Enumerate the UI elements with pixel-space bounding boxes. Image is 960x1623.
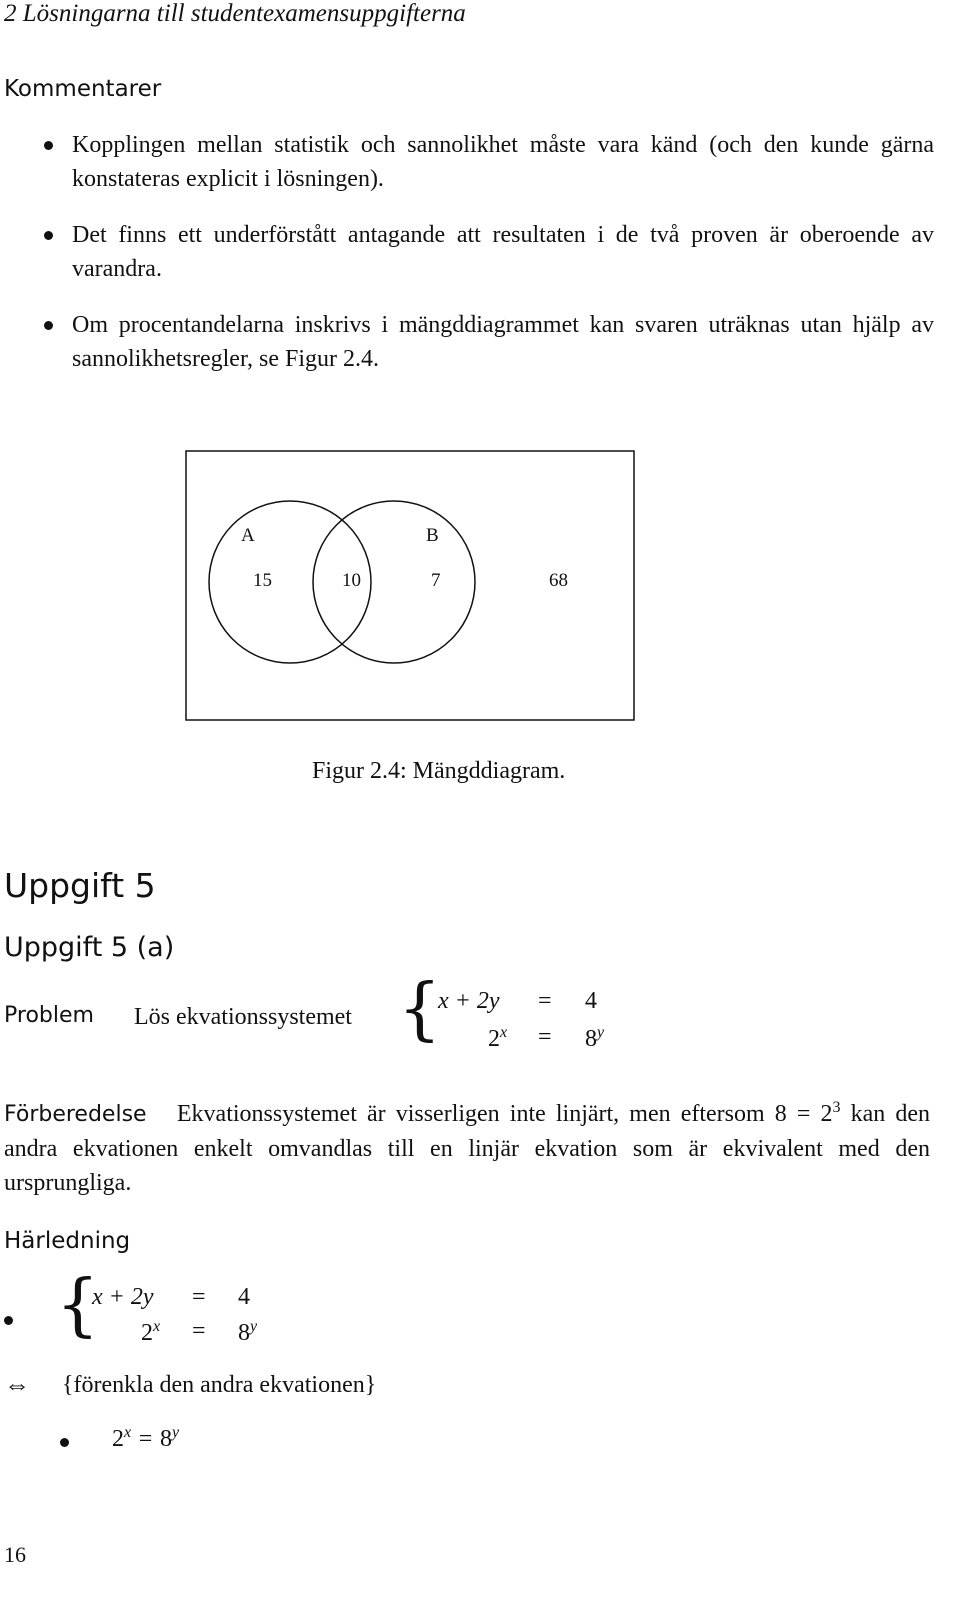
derivation-eq2-base: 2 [141, 1320, 153, 1346]
result-base: 2 [112, 1426, 124, 1452]
comment-text-3: Om procentandelarna inskrivs i mängddiagrammet kan svaren uträknas utan hjälp av sannolikhetsregler, se Figur 2.4. [72, 312, 934, 372]
eq1-equals: = [538, 988, 552, 1014]
eq2-exp: x [500, 1024, 508, 1041]
eq1-lhs: x + 2y [438, 988, 500, 1014]
derivation-eq2-rhs-exp: y [250, 1318, 258, 1335]
comment-text-1: Kopplingen mellan statistik och sannolikhet måste vara känd (och den kunde gärna konstateras explicit i lösningen). [72, 132, 934, 192]
power-base: 2 [820, 1101, 833, 1127]
region-intersection-value: 10 [342, 570, 361, 591]
bullet-icon [4, 1316, 13, 1325]
set-a-label: A [241, 525, 255, 546]
comments-heading: Kommentarer [4, 76, 162, 102]
eq2-rhs [585, 1024, 604, 1053]
derivation-eq1-lhs: x + 2y [92, 1284, 154, 1310]
problem-label: Problem [4, 1003, 94, 1028]
subsection-title: Uppgift 5 (a) [4, 932, 175, 963]
result-equals: = [138, 1426, 153, 1452]
power-exponent: 3 [832, 1099, 841, 1116]
eq1-rhs: 4 [585, 988, 597, 1014]
derivation-result-equation [112, 1424, 179, 1453]
derivation-eq1-rhs: 4 [238, 1284, 250, 1310]
derivation-eq2-lhs [141, 1318, 160, 1347]
derivation-eq2-rhs-base: 8 [238, 1320, 250, 1346]
result-rhs-base: 8 [159, 1426, 172, 1452]
preparation-text-after: kan den andra ekvationen enkelt omvandlas till en linjär ekvation som är ekvivalent med den ursprungliga. [4, 1101, 931, 1196]
preparation-label: Förberedelse [4, 1102, 147, 1127]
preparation-power [821, 1101, 841, 1127]
set-b-circle [313, 501, 475, 663]
running-head: 2 Lösningarna till studentexamensuppgifterna [4, 0, 466, 27]
section-title: Uppgift 5 [4, 866, 156, 905]
derivation-step-note: {förenkla den andra ekvationen} [62, 1372, 377, 1398]
problem-text: Lös ekvationssystemet [134, 1004, 352, 1030]
result-rhs-exp: y [171, 1424, 180, 1441]
bullet-icon [44, 231, 53, 240]
equivalence-icon: ⇔ [4, 1370, 30, 1399]
derivation-eq2-exp: x [153, 1318, 161, 1335]
derivation-eq1-equals: = [192, 1284, 206, 1310]
problem-equation-2 [488, 1024, 507, 1053]
page-number: 16 [4, 1542, 26, 1567]
eq2-rhs-base: 8 [585, 1026, 597, 1052]
eq2-base: 2 [488, 1026, 500, 1052]
eq2-rhs-exp: y [597, 1024, 605, 1041]
preparation-text-before: Ekvationssystemet är visserligen inte linjärt, men eftersom 8 = [176, 1101, 811, 1127]
derivation-label: Härledning [4, 1228, 131, 1254]
derivation-eq2-equals: = [192, 1318, 206, 1344]
bullet-icon [44, 321, 53, 330]
figure-caption: Figur 2.4: Mängddiagram. [312, 758, 566, 784]
region-a-only-value: 15 [253, 570, 272, 591]
left-brace: { [56, 1266, 100, 1345]
region-outside-value: 68 [549, 570, 568, 591]
set-b-label: B [426, 525, 439, 546]
result-exp: x [124, 1424, 132, 1441]
venn-diagram [185, 450, 635, 722]
region-b-only-value: 7 [431, 570, 441, 591]
derivation-eq2-rhs [238, 1318, 257, 1347]
bullet-icon [44, 141, 53, 150]
bullet-icon [60, 1438, 69, 1447]
problem-equation-1 [438, 988, 500, 1015]
comment-text-2: Det finns ett underförstått antagande att resultaten i de två proven är oberoende av varandra. [72, 222, 934, 282]
preparation-paragraph [4, 1091, 930, 1200]
eq2-equals: = [538, 1024, 552, 1050]
left-brace: { [398, 970, 442, 1049]
